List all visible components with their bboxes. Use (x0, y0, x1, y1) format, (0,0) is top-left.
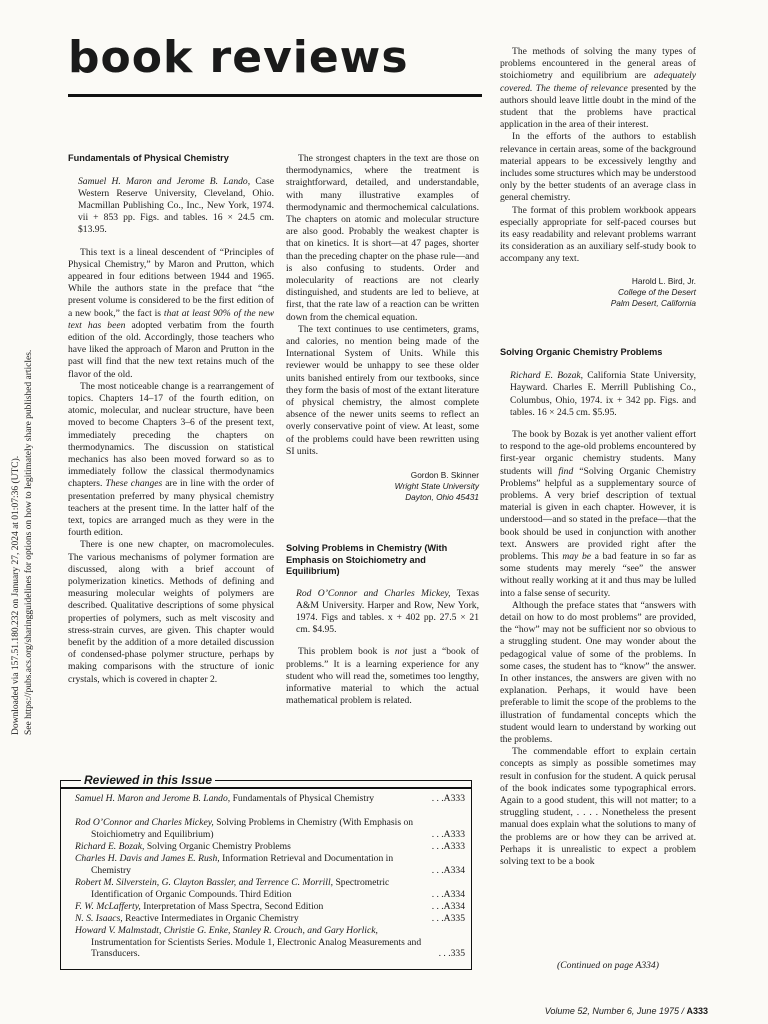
review3-authors: Richard E. Bozak, (510, 370, 584, 382)
review2-p2b: adequately covered. The theme of relevance (500, 70, 696, 94)
review3-p1b: find (558, 465, 574, 477)
issue-entry (75, 925, 465, 960)
issue-entry-page: . . .A333 (431, 793, 465, 804)
issue-entry-title: Spectrometric Identification of Organic Compounds. Third Edition (91, 877, 390, 900)
review1-sig-name: Gordon B. Skinner (410, 470, 479, 481)
review1-p2c: are in line with the order of presentation preferred by many physical chemistry teachers at the present time. In the latter half of the text, topics are arranged much as they were in the fourth edition. (68, 478, 275, 539)
issue-entry (75, 913, 465, 925)
issue-entry-authors: Richard E. Bozak, (75, 841, 145, 852)
column3 (500, 46, 696, 868)
issue-entry-authors: Samuel H. Maron and Jerome B. Lando, (75, 793, 231, 804)
continued-note: (Continued on page A334) (557, 960, 659, 971)
issue-entry-authors: Robert M. Silverstein, G. Clayton Bassler, and Terrence C. Morrill, (75, 877, 334, 888)
box-top-rule (61, 787, 471, 789)
review3-paragraph2: Although the preface states that “answers with detail on how to do most problems” are provided, the “how” may not be sufficient nor so obvious to a struggling student. One may wonder about the pedagogical value of some of the problems. In some cases, the student has to “know” the answer. In other instances, the answers are given with no explanation. Perhaps, it would have been preferable to limit the scope of the problems to the illustration of fundamental concepts which the student would learn to understand by working out the problems. (500, 599, 696, 746)
issue-entry (75, 841, 465, 853)
title-rule (68, 94, 482, 97)
review2-paragraph1 (286, 646, 479, 707)
review3-p1d: may be (562, 551, 592, 562)
review3-paragraph3: The commendable effort to explain certain concepts as simply as possible sometimes may result in confusion for the student. A quick perusal of the book indicates some typographical errors. Again to a good student, this will not matter; to a struggling student, . . . . Nonetheless the present manual does explain what the solutions to many of the problems are or how they can be arrived at. Perhaps it is unrealistic to expect a problem solving text to be a book (500, 746, 696, 868)
issue-entry-authors: Rod O’Connor and Charles Mickey, (75, 817, 214, 828)
issue-entry (75, 817, 465, 840)
review3-p1c: “Solving Organic Chemistry Problems” helpful as a supplementary source of problems. A very brief description of textual material is given in each chapter. However, it is understood—and so stated in the preface—that the book should be used in conjunction with another text. Answers are provided right after the problems. This (500, 465, 696, 562)
issue-entry-title: Reactive Intermediates in Organic Chemistry (122, 913, 299, 924)
review1-paragraph5: The text continues to use centimeters, grams, and calories, no mention being made of the International System of Units. While this reviewer would be unhappy to see these older units banished entirely from our textbooks, since they form the basis of most of the extant literature of physical chemistry, the almost complete absence of the newer units seems to reflect an overly conservative point of view. At least, some of the problems could have been rewritten using SI units. (286, 323, 479, 457)
issue-entry-authors: Howard V. Malmstadt, Christie G. Enke, Stanley R. Crouch, and Gary Horlick, (75, 925, 378, 936)
review1-paragraph2 (68, 381, 274, 540)
review2-heading: Solving Problems in Chemistry (With Emphasis on Stoichiometry and Equilibrium) (286, 543, 448, 577)
column2 (286, 153, 479, 707)
issue-entry-page: . . .A333 (431, 841, 465, 852)
issue-entry (75, 901, 465, 913)
issue-entry (75, 877, 465, 900)
review1-p1b: that at least 90% of the new text has been (68, 307, 274, 331)
review1-paragraph4: The strongest chapters in the text are those on thermodynamics, where the treatment is straightforward, detailed, and understandable, with many illustrative examples of thermodynamic and thermochemical calculations. The chapters on atomic and molecular structure are also good. Probably the weakest chapter is that on kinetics. It is short—at 47 pages, shorter than the preceding chapter on the phase rule—and is also confusing to students. Order and molecularity of reactions are not clearly distinguished, and students are led to believe, at first, that the rate law of a reaction can be written down from the chemical equation. (286, 153, 479, 323)
review2-p2c: presented by the authors should leave little doubt in the mind of the student that the problems have practical application in the area of their interest. (500, 82, 696, 131)
review2-paragraph2 (500, 46, 696, 131)
review1-signature (286, 470, 479, 503)
page-footer (485, 1006, 708, 1016)
review1-authors: Samuel H. Maron and Jerome B. Lando, (78, 175, 251, 187)
reviewed-in-this-issue-box (60, 773, 472, 970)
review1-p1a: This text is a lineal descendent of “Principles of Physical Chemistry,” by Maron and Prutton, which appeared in four editions between 1944 and 1965. While the authors state in the preface that “the present volume is considered to be the first edition of a new book,” the fact is (68, 246, 274, 319)
issue-entry-authors: Charles H. Davis and James E. Rush, (75, 853, 220, 864)
page-title: book reviews (68, 32, 409, 83)
review3-p1e: a bad feature in so far as some students may merely “see” the answer without really working at it and thus may be lulled into a false sense of security. (500, 551, 696, 599)
box-title: Reviewed in this Issue (81, 773, 215, 787)
download-notice (4, 305, 44, 735)
review1-citation-rest: Case Western Reserve University, Cleveland, Ohio. Macmillan Publishing Co., Inc., New York, 1974. vii + 853 pp. Figs. and tables. 16 × 24.5 cm. $13.95. (78, 175, 274, 236)
issue-entry-authors: N. S. Isaacs, (75, 913, 123, 924)
footer-separator: / (678, 1006, 687, 1016)
review1-p1c: adopted verbatim from the fourth edition of the old. Accordingly, those teachers who have liked the approach of Maron and Prutton in the past will find that the new text retains much of the flavor of the old. (68, 319, 274, 380)
review2-authors: Rod O’Connor and Charles Mickey, (296, 587, 451, 599)
issue-entry-authors: F. W. McLafferty, (75, 901, 141, 912)
review1-sig-place: Dayton, Ohio 45431 (405, 492, 479, 503)
review2-citation (286, 588, 479, 637)
review1-p2b: These changes (105, 478, 163, 490)
issue-entry-page: . . .335 (438, 948, 465, 960)
review1-sig-inst: Wright State University (394, 481, 479, 492)
review2-sig-name: Harold L. Bird, Jr. (631, 275, 696, 286)
review3-heading: Solving Organic Chemistry Problems (500, 346, 663, 357)
issue-entry-title: Instrumentation for Scientists Series. Module 1, Electronic Analog Measurements and Transducers. (91, 936, 422, 960)
review2-sig-inst: College of the Desert (618, 286, 696, 297)
review1-paragraph1 (68, 247, 274, 381)
review3-citation-rest: California State University, Hayward. Charles E. Merrill Publishing Co., Columbus, Ohio, 1974. ix + 342 pp. Figs. and tables. 16 × 24.5 cm. $5.95. (510, 370, 696, 418)
issue-entry (75, 853, 465, 876)
review2-p2a: The methods of solving the many types of problems encountered in the general areas of stoichiometry and equilibrium are (500, 46, 696, 82)
download-notice-line2: See https://pubs.acs.org/sharingguidelines for options on how to legitimately share published articles. (24, 349, 34, 735)
issue-entry-page: . . .A335 (431, 913, 465, 924)
review1-paragraph3: There is one new chapter, on macromolecules. The various mechanisms of polymer formation are discussed, along with a brief account of polymerization kinetics. Methods of defining and measuring molecular weights of polymers are described. Qualitative descriptions of some physical properties of polymers, such as melt viscosity and stress-strain curves, are given. This chapter would benefit by the addition of a more detailed discussion of condensed-phase polymer structure, perhaps by making comparisons with the structure of ionic crystals, which is covered in chapter 2. (68, 539, 274, 685)
review2-p1a: This problem book is (298, 646, 395, 658)
review2-signature (500, 276, 696, 309)
review2-citation-rest: Texas A&M University. Harper and Row, New York, 1974. Figs and tables. x + 402 pp. 27.5 × 21 cm. $4.95. (296, 587, 479, 636)
issue-entry-title: Solving Problems in Chemistry (With Emphasis on Stoichiometry and Equilibrium) (91, 817, 414, 840)
issue-entry-title: Fundamentals of Physical Chemistry (230, 793, 375, 804)
footer-page-number: A333 (686, 1006, 708, 1016)
review3-p1a: The book by Bozak is yet another valient effort to respond to the age-old problems encountered by first-year organic chemistry students. Many students will (500, 428, 696, 477)
issue-entry-page: . . .A334 (431, 901, 465, 912)
review2-p1b: not (394, 646, 408, 658)
review1-p2a: The most noticeable change is a rearrangement of topics. Chapters 14–17 of the fourth edition, on atomic, molecular, and nuclear structure, have been moved to become Chapters 3–6 of the present text, immediately preceding the chapters on thermodynamics. The discussion on statistical mechanics has also been moved forward so as to immediately follow the classical thermodynamics chapters. (68, 380, 274, 490)
issue-entry-page: . . .A334 (431, 888, 465, 900)
review2-sig-place: Palm Desert, California (610, 297, 696, 308)
issue-entry (75, 793, 465, 805)
issue-entry-page: . . .A334 (431, 864, 465, 876)
review2-p1c: just a “book of problems.” It is a learning experience for any student who will read the, sometimes too lengthy, informative material to which the actual mathematical problem is related. (286, 646, 479, 707)
review2-paragraph4: The format of this problem workbook appears especially appropriate for self-paced courses but its easy readability and relevant problems warrant its consideration as an auxiliary self-study book to accompany any text. (500, 204, 696, 265)
review2-paragraph3: In the efforts of the authors to establish relevance in certain areas, some of the background material appears to be excessively lengthy and includes some structures which may be understood only by the better students of an average class in general chemistry. (500, 131, 696, 204)
issue-entry-title: Solving Organic Chemistry Problems (144, 841, 291, 852)
footer-volume: Volume 52, Number 6, June 1975 (544, 1006, 679, 1016)
download-notice-line1: Downloaded via 157.51.180.232 on January 27, 2024 at 01:07:36 (UTC). (11, 455, 21, 735)
review1-citation (68, 176, 274, 237)
review1-heading: Fundamentals of Physical Chemistry (68, 153, 229, 163)
review3-citation (500, 370, 696, 419)
issue-entry-title: Interpretation of Mass Spectra, Second Edition (140, 901, 324, 912)
issue-entry-title: Information Retrieval and Documentation in Chemistry (91, 853, 394, 876)
review3-paragraph1 (500, 429, 696, 600)
issue-entry-page: . . .A333 (431, 828, 465, 840)
review1-column1 (68, 153, 274, 686)
